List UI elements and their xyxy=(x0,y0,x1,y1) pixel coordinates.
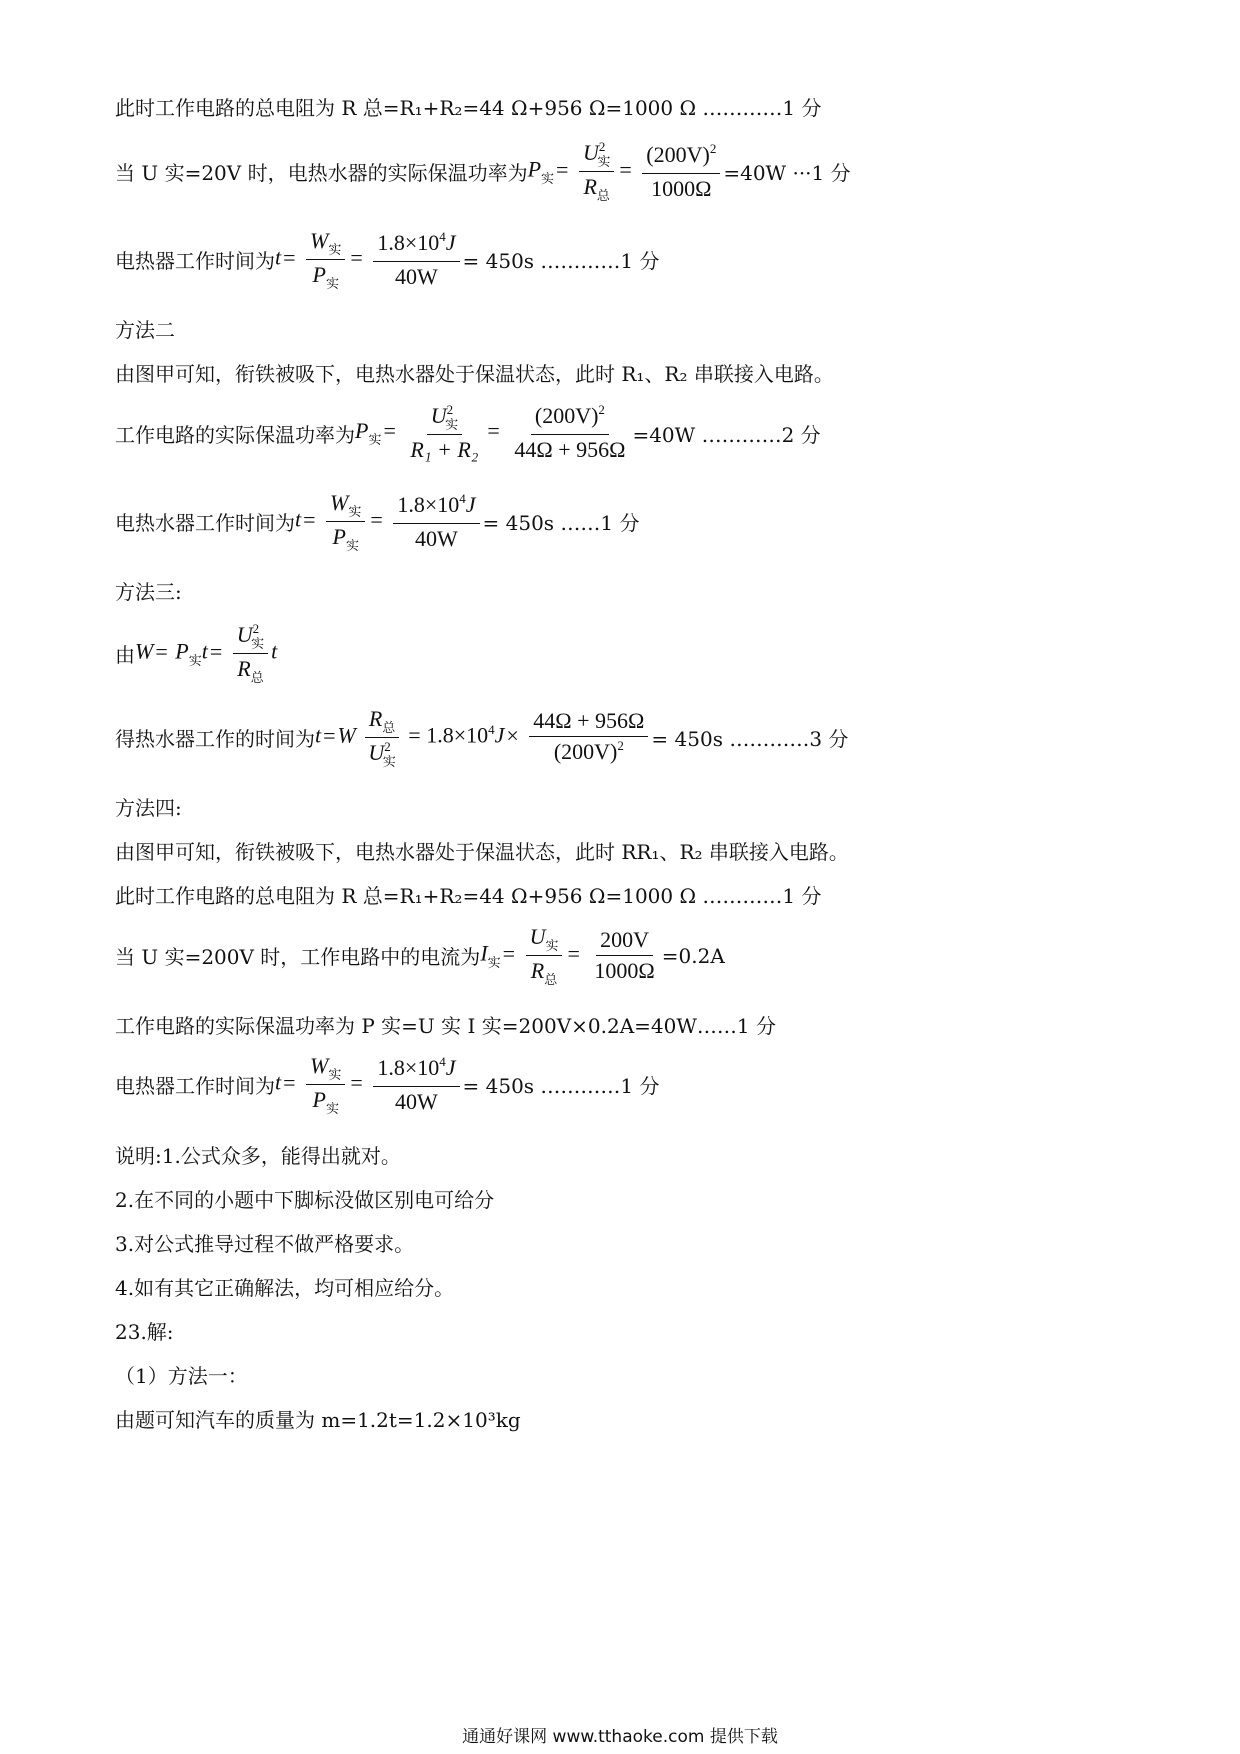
formula-line-time-3 xyxy=(115,706,848,769)
formula: $P_实=$ $\frac{U^2_实}{\text{R₁ + R₂}}$ = $\frac{(200V)^2}{44\Omega + 956\Omega}$ xyxy=(355,402,626,462)
text: 电热水器工作时间为 xyxy=(115,511,295,535)
text: 电热器工作时间为 xyxy=(115,1074,275,1098)
text: = 450s …………1 分 xyxy=(462,249,660,273)
heading-method-4: 方法四: xyxy=(115,796,182,820)
text: = 450s …………1 分 xyxy=(462,1074,660,1098)
question-23-heading: 23.解: xyxy=(115,1320,174,1344)
formula-line-current xyxy=(115,924,725,987)
heading-method-2: 方法二 xyxy=(115,318,175,342)
text: =40W ···1 分 xyxy=(723,161,851,185)
text-line-power-4: 工作电路的实际保温功率为 P 实=U 实 I 实=200V×0.2A=40W……1 分 xyxy=(115,1014,776,1038)
text: 此时工作电路的总电阻为 R 总=R₁+R₂=44 Ω+956 Ω=1000 Ω …………1 分 xyxy=(115,96,822,120)
formula-line-power xyxy=(115,140,851,203)
footer-source: 通通好课网 www.tthaoke.com 提供下载 xyxy=(462,1727,778,1747)
formula-line-time-2 xyxy=(115,490,640,553)
heading-method-3: 方法三: xyxy=(115,580,182,604)
question-23-mass-line: 由题可知汽车的质量为 m=1.2t=1.2×10³kg xyxy=(115,1408,521,1432)
formula: t=W $\frac{R_总}{U^2_实}$ = $1.8\times 10^4J\times$ $\frac{44\Omega + 956\Omega}{(200V)^2}$ xyxy=(315,706,651,769)
note-1: 说明:1.公式众多，能得出就对。 xyxy=(115,1144,401,1168)
text: = 450s ……1 分 xyxy=(482,511,640,535)
note-4: 4.如有其它正确解法，均可相应给分。 xyxy=(115,1276,455,1300)
formula-line-time xyxy=(115,228,660,291)
text: = 450s …………3 分 xyxy=(651,727,849,751)
question-23-method-1: （1）方法一： xyxy=(115,1364,248,1388)
formula: $W= P_实t=$ $\frac{U^2_实}{R_总}$ t xyxy=(135,621,278,685)
text: 当 U 实=20V 时，电热水器的实际保温功率为 xyxy=(115,161,528,185)
formula: t= $\frac{W_实}{P_实}$ = $\frac{1.8\times 10^4J}{40W}$ xyxy=(275,1053,463,1116)
formula-line-time-4 xyxy=(115,1053,660,1116)
text: 由 xyxy=(115,643,135,667)
text-line-series: 由图甲可知，衔铁被吸下，电热水器处于保温状态，此时 R₁、R₂ 串联接入电路。 xyxy=(115,362,834,386)
formula: $P_实=$ $\frac{U^2_实}{R_总}$ = $\frac{(200V)^2}{1000\Omega}$ xyxy=(528,140,724,203)
text: 得热水器工作的时间为 xyxy=(115,727,315,751)
text: =40W …………2 分 xyxy=(632,422,821,447)
note-3: 3.对公式推导过程不做严格要求。 xyxy=(115,1232,415,1256)
text: 工作电路的实际保温功率为 xyxy=(115,422,355,447)
text: 电热器工作时间为 xyxy=(115,249,275,273)
text-line-total-resistance-2: 此时工作电路的总电阻为 R 总=R₁+R₂=44 Ω+956 Ω=1000 Ω …………1 分 xyxy=(115,884,822,908)
formula: t= $\frac{W_实}{P_实}$ = $\frac{1.8\times 10^4J}{40W}$ xyxy=(275,228,463,291)
formula: $I_实=$ $\frac{U_实}{R_总}$ = $\frac{200V}{1000\Omega}$ xyxy=(480,924,655,987)
text-line-series-2: 由图甲可知，衔铁被吸下，电热水器处于保温状态，此时 RR₁、R₂ 串联接入电路。 xyxy=(115,840,849,864)
note-2: 2.在不同的小题中下脚标没做区别电可给分 xyxy=(115,1188,495,1212)
text: =0.2A xyxy=(661,943,725,968)
text: 当 U 实=200V 时，工作电路中的电流为 xyxy=(115,945,481,969)
text-line-total-resistance xyxy=(115,92,822,121)
formula-line-power-2 xyxy=(115,403,821,463)
formula-line-w xyxy=(115,622,277,685)
formula: t= $\frac{W_实}{P_实}$ = $\frac{1.8\times 10^4J}{40W}$ xyxy=(295,490,483,553)
